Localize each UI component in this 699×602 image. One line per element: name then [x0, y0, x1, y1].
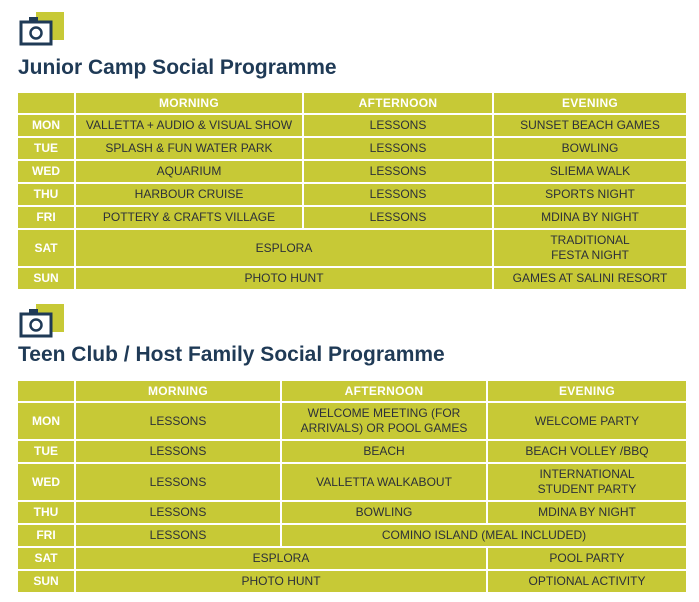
evening-cell: MDINA BY NIGHT [487, 501, 687, 524]
evening-cell: POOL PARTY [487, 547, 687, 570]
camera-icon [18, 10, 66, 48]
junior-programme-table [16, 91, 688, 291]
day-cell: FRI [17, 206, 75, 229]
column-header-afternoon: AFTERNOON [281, 380, 487, 402]
corner-cell [17, 380, 75, 402]
teen-programme-table [16, 379, 688, 594]
table-row [17, 160, 687, 183]
afternoon-cell: VALLETTA WALKABOUT [281, 463, 487, 501]
evening-cell: BOWLING [493, 137, 687, 160]
table-row [17, 114, 687, 137]
afternoon-cell [281, 402, 487, 440]
day-cell: SUN [17, 267, 75, 290]
evening-line: STUDENT PARTY [537, 482, 637, 496]
day-activity-cell: ESPLORA [75, 547, 487, 570]
day-cell: TUE [17, 137, 75, 160]
table-row [17, 501, 687, 524]
afternoon-cell: LESSONS [303, 206, 493, 229]
evening-line: TRADITIONAL [550, 233, 630, 247]
evening-cell: GAMES AT SALINI RESORT [493, 267, 687, 290]
afternoon-cell: LESSONS [303, 114, 493, 137]
day-cell: SAT [17, 547, 75, 570]
morning-cell: LESSONS [75, 524, 281, 547]
evening-cell: BEACH VOLLEY /BBQ [487, 440, 687, 463]
day-cell: SAT [17, 229, 75, 267]
morning-cell: LESSONS [75, 440, 281, 463]
day-activity-cell: PHOTO HUNT [75, 267, 493, 290]
morning-cell: LESSONS [75, 402, 281, 440]
morning-cell: AQUARIUM [75, 160, 303, 183]
morning-cell: POTTERY & CRAFTS VILLAGE [75, 206, 303, 229]
day-activity-cell: ESPLORA [75, 229, 493, 267]
evening-cell: MDINA BY NIGHT [493, 206, 687, 229]
page-title: Teen Club / Host Family Social Programme [18, 343, 445, 366]
evening-cell: OPTIONAL ACTIVITY [487, 570, 687, 593]
day-cell: THU [17, 183, 75, 206]
morning-cell: HARBOUR CRUISE [75, 183, 303, 206]
morning-cell: LESSONS [75, 463, 281, 501]
evening-cell: SUNSET BEACH GAMES [493, 114, 687, 137]
afternoon-cell: LESSONS [303, 160, 493, 183]
afternoon-line: WELCOME MEETING (FOR [307, 406, 461, 420]
table-row [17, 463, 687, 501]
column-header-afternoon: AFTERNOON [303, 92, 493, 114]
evening-cell [493, 229, 687, 267]
table-row [17, 440, 687, 463]
morning-cell: LESSONS [75, 501, 281, 524]
morning-cell: SPLASH & FUN WATER PARK [75, 137, 303, 160]
table-row [17, 267, 687, 290]
afternoon-cell: BEACH [281, 440, 487, 463]
column-header-morning: MORNING [75, 380, 281, 402]
evening-cell [487, 463, 687, 501]
day-activity-cell: PHOTO HUNT [75, 570, 487, 593]
afternoon-cell: LESSONS [303, 137, 493, 160]
evening-line: FESTA NIGHT [551, 248, 629, 262]
column-header-morning: MORNING [75, 92, 303, 114]
day-cell: MON [17, 402, 75, 440]
table-row [17, 137, 687, 160]
evening-cell: WELCOME PARTY [487, 402, 687, 440]
afternoon-evening-cell: COMINO ISLAND (MEAL INCLUDED) [281, 524, 687, 547]
table-row [17, 229, 687, 267]
evening-cell: SPORTS NIGHT [493, 183, 687, 206]
table-row [17, 547, 687, 570]
table-row [17, 206, 687, 229]
table-row [17, 402, 687, 440]
table-row [17, 183, 687, 206]
morning-cell: VALLETTA + AUDIO & VISUAL SHOW [75, 114, 303, 137]
evening-cell: SLIEMA WALK [493, 160, 687, 183]
day-cell: MON [17, 114, 75, 137]
day-cell: SUN [17, 570, 75, 593]
page-title: Junior Camp Social Programme [18, 56, 337, 79]
day-cell: FRI [17, 524, 75, 547]
day-cell: WED [17, 463, 75, 501]
table-row [17, 524, 687, 547]
day-cell: WED [17, 160, 75, 183]
camera-icon [18, 302, 66, 340]
evening-line: INTERNATIONAL [539, 467, 635, 481]
afternoon-cell: LESSONS [303, 183, 493, 206]
corner-cell [17, 92, 75, 114]
column-header-evening: EVENING [487, 380, 687, 402]
afternoon-line: ARRIVALS) OR POOL GAMES [300, 421, 468, 435]
afternoon-cell: BOWLING [281, 501, 487, 524]
day-cell: THU [17, 501, 75, 524]
table-row [17, 570, 687, 593]
day-cell: TUE [17, 440, 75, 463]
column-header-evening: EVENING [493, 92, 687, 114]
